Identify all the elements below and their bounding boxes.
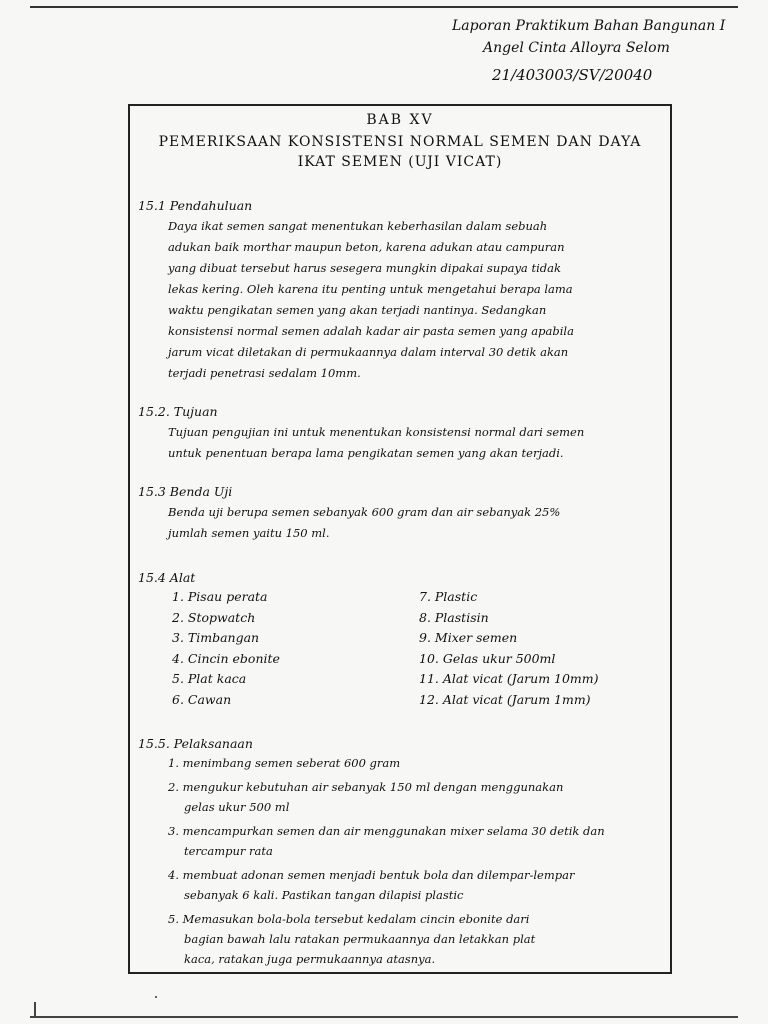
chapter-title-line-1: PEMERIKSAAN KONSISTENSI NORMAL SEMEN DAN DAYA (158, 134, 642, 150)
list-item: 3. Timbangan (172, 630, 260, 645)
top-rule (30, 6, 738, 8)
student-id: 21/403003/SV/20040 (492, 66, 653, 84)
text-line: 2. mengukur kebutuhan air sebanyak 150 ml dengan menggunakan (168, 780, 564, 794)
text-line: jarum vicat diletakan di permukaannya dalam interval 30 detik akan (168, 345, 569, 359)
text-line: bagian bawah lalu ratakan permukaannya dan letakkan plat (184, 932, 536, 946)
text-line: adukan baik morthar maupun beton, karena adukan atau campuran (168, 240, 565, 254)
report-title: Laporan Praktikum Bahan Bangunan I (452, 18, 726, 34)
section-paragraph (168, 216, 666, 384)
text-line: yang dibuat tersebut harus sesegera mungkin dipakai supaya tidak (168, 261, 561, 275)
section-tujuan (138, 404, 666, 464)
author-name: Angel Cinta Alloyra Selom (483, 40, 670, 56)
text-line: terjadi penetrasi sedalam 10mm. (168, 366, 361, 380)
section-pelaksanaan (138, 736, 666, 973)
text-line: 5. Memasukan bola-bola tersebut kedalam cincin ebonite dari (168, 912, 530, 926)
section-heading: 15.4 Alat (138, 570, 196, 585)
text-line: gelas ukur 500 ml (184, 800, 290, 814)
title-block (130, 112, 670, 172)
bottom-rule (30, 1016, 738, 1018)
tool-list (172, 587, 666, 710)
section-pendahuluan (138, 198, 666, 384)
section-heading: 15.2. Tujuan (138, 404, 218, 419)
list-item: 1. Pisau perata (172, 589, 268, 604)
section-paragraph (168, 502, 666, 544)
text-line: waktu pengikatan semen yang akan terjadi nantinya. Sedangkan (168, 303, 547, 317)
procedure-steps (168, 753, 666, 969)
section-benda-uji (138, 484, 666, 544)
tool-list-right (419, 587, 666, 710)
chapter-label: BAB XV (366, 112, 434, 128)
section-alat (138, 570, 666, 710)
text-line: 4. membuat adonan semen menjadi bentuk bola dan dilempar-lempar (168, 868, 575, 882)
list-item: 7. Plastic (419, 589, 478, 604)
text-line: sebanyak 6 kali. Pastikan tangan dilapisi plastic (184, 888, 464, 902)
procedure-step (168, 777, 666, 817)
list-item: 9. Mixer semen (419, 630, 518, 645)
section-heading: 15.5. Pelaksanaan (138, 736, 253, 751)
section-heading: 15.1 Pendahuluan (138, 198, 253, 213)
text-line: 3. mencampurkan semen dan air menggunakan mixer selama 30 detik dan (168, 824, 605, 838)
text-line: Benda uji berupa semen sebanyak 600 gram dan air sebanyak 25% (168, 505, 561, 519)
chapter-title (130, 132, 670, 172)
list-item: 12. Alat vicat (Jarum 1mm) (419, 691, 591, 707)
list-item: 6. Cawan (172, 691, 232, 707)
list-item: 11. Alat vicat (Jarum 10mm) (419, 671, 599, 686)
list-item: 4. Cincin ebonite (172, 650, 280, 666)
text-line: konsistensi normal semen adalah kadar air pasta semen yang apabila (168, 324, 574, 338)
text-line: kaca, ratakan juga permukaannya atasnya. (184, 952, 436, 966)
text-line: 1. menimbang semen seberat 600 gram (168, 756, 401, 770)
list-item: 10. Gelas ukur 500ml (419, 650, 556, 666)
procedure-step (168, 865, 666, 905)
procedure-step (168, 909, 666, 969)
list-item: 5. Plat kaca (172, 671, 247, 686)
list-item: 2. Stopwatch (172, 609, 256, 625)
procedure-step (168, 821, 666, 861)
tool-list-left (172, 587, 419, 710)
text-line: lekas kering. Oleh karena itu penting untuk mengetahui berapa lama (168, 282, 573, 296)
text-line: untuk penentuan berapa lama pengikatan semen yang akan terjadi. (168, 446, 564, 460)
section-heading: 15.3 Benda Uji (138, 484, 233, 499)
text-line: tercampur rata (184, 844, 273, 858)
text-line: Tujuan pengujian ini untuk menentukan konsistensi normal dari semen (168, 425, 585, 439)
text-line: Daya ikat semen sangat menentukan keberhasilan dalam sebuah (168, 219, 548, 233)
procedure-step (168, 753, 666, 773)
section-paragraph (168, 422, 666, 464)
stray-dot (155, 996, 157, 998)
page-frame (128, 104, 672, 974)
chapter-title-line-2: IKAT SEMEN (UJI VICAT) (297, 154, 503, 170)
text-line: jumlah semen yaitu 150 ml. (168, 526, 330, 540)
list-item: 8. Plastisin (419, 609, 489, 625)
